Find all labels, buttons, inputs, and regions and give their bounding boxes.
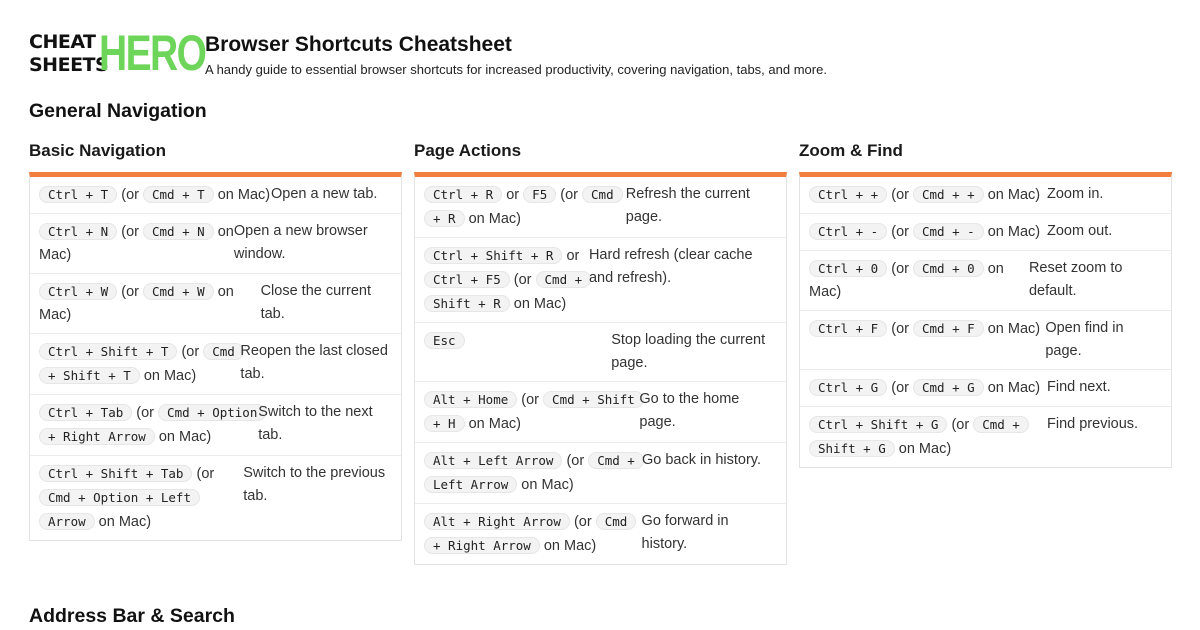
key-note: (or — [132, 405, 159, 421]
key-combo: Cmd + 0 — [913, 260, 984, 277]
table-row — [415, 177, 786, 238]
table-row — [30, 177, 401, 214]
section-title-general-navigation: General Navigation — [29, 100, 207, 122]
key-combo: Cmd + Shift + T — [39, 343, 244, 384]
key-note: (or — [117, 187, 143, 203]
group-basic-navigation — [29, 140, 402, 541]
key-note: (or — [887, 261, 913, 277]
table-row — [30, 456, 401, 540]
key-note: (or — [947, 417, 974, 433]
shortcut-description: Reopen the last closed tab. — [240, 343, 388, 382]
shortcut-keys — [809, 220, 1047, 244]
shortcut-description: Zoom out. — [1047, 223, 1113, 239]
key-combo: Alt + Left Arrow — [424, 452, 562, 469]
key-combo: Ctrl + + — [809, 186, 887, 203]
key-combo: Ctrl + W — [39, 283, 117, 300]
key-note: on Mac) — [39, 224, 234, 263]
shortcut-description: Go to the home page. — [639, 391, 740, 430]
shortcut-keys — [39, 183, 271, 207]
key-combo: Ctrl + R — [424, 186, 502, 203]
key-note: (or — [887, 321, 913, 337]
key-note: on Mac) — [464, 416, 521, 432]
key-combo: Esc — [424, 332, 465, 349]
shortcut-keys — [809, 257, 1029, 304]
key-combo: Cmd + - — [913, 223, 984, 240]
key-combo: Cmd + R — [424, 186, 623, 227]
table-row — [800, 177, 1171, 214]
shortcut-description: Find previous. — [1047, 416, 1139, 432]
table-row — [415, 238, 786, 323]
shortcut-description: Go forward in history. — [641, 513, 729, 552]
key-note: (or — [887, 224, 913, 240]
shortcut-keys — [809, 317, 1045, 363]
page-title: Browser Shortcuts Cheatsheet — [205, 33, 512, 56]
key-note: or — [562, 248, 580, 264]
shortcut-keys — [424, 388, 639, 436]
key-combo: Cmd + + — [913, 186, 984, 203]
group-page-actions — [414, 140, 787, 565]
key-note: (or — [562, 453, 589, 469]
key-combo: Ctrl + T — [39, 186, 117, 203]
key-note: on Mac) — [983, 187, 1041, 203]
key-combo: F5 — [523, 186, 556, 203]
shortcut-table — [29, 172, 402, 541]
shortcut-keys — [39, 340, 240, 388]
shortcut-description: Find next. — [1047, 379, 1111, 395]
group-zoom-find — [799, 140, 1172, 468]
key-combo: Ctrl + F5 — [424, 271, 510, 288]
shortcut-keys — [39, 462, 243, 534]
table-row — [415, 443, 786, 504]
group-title: Basic Navigation — [29, 141, 166, 160]
key-note: on Mac) — [983, 380, 1041, 396]
key-note: on Mac) — [139, 368, 197, 384]
key-note: (or — [556, 187, 583, 203]
key-combo: Ctrl + Shift + Tab — [39, 465, 192, 482]
key-combo: Cmd + Left Arrow — [424, 452, 644, 493]
key-combo: Cmd + Right Arrow — [424, 513, 636, 554]
key-combo: Ctrl + Shift + T — [39, 343, 177, 360]
key-note: on Mac) — [39, 284, 234, 323]
shortcut-table — [799, 172, 1172, 468]
key-combo: Ctrl + Shift + R — [424, 247, 562, 264]
key-note: (or — [509, 272, 536, 288]
key-combo: Cmd + T — [143, 186, 214, 203]
key-combo: Ctrl + Shift + G — [809, 416, 947, 433]
table-row — [415, 382, 786, 443]
key-combo: Cmd + G — [913, 379, 984, 396]
table-row — [800, 407, 1171, 467]
group-title: Page Actions — [414, 141, 522, 160]
shortcut-keys — [39, 401, 258, 449]
shortcut-keys — [809, 183, 1047, 207]
logo-text-hero: HERO — [99, 25, 206, 81]
shortcut-keys — [39, 280, 261, 327]
shortcut-keys — [809, 376, 1047, 400]
key-combo: Ctrl + N — [39, 223, 117, 240]
key-combo: Cmd + Shift + R — [424, 271, 591, 312]
shortcut-description: Zoom in. — [1047, 186, 1104, 202]
shortcut-description: Go back in history. — [642, 452, 762, 468]
shortcut-description: Stop loading the current page. — [611, 332, 766, 371]
site-header — [29, 25, 206, 81]
table-row — [800, 251, 1171, 311]
shortcut-description: Switch to the next tab. — [258, 404, 373, 443]
key-combo: Ctrl + 0 — [809, 260, 887, 277]
key-note: on Mac) — [464, 211, 521, 227]
key-combo: Cmd + N — [143, 223, 214, 240]
key-note: (or — [517, 392, 544, 408]
logo-text-cheat: CHEAT — [29, 31, 96, 53]
cheatsheets-hero-logo[interactable] — [29, 25, 206, 81]
logo-text-sheets: SHEETS — [29, 54, 109, 76]
key-note: on Mac) — [894, 441, 952, 457]
key-combo: Cmd + W — [143, 283, 214, 300]
shortcut-keys — [39, 220, 234, 267]
key-note: on Mac) — [517, 477, 574, 493]
shortcut-keys — [424, 329, 611, 375]
key-note: on Mac) — [539, 538, 597, 554]
table-row — [800, 311, 1171, 370]
key-combo: Cmd + Shift + H — [424, 391, 644, 432]
shortcut-keys — [424, 510, 642, 558]
key-note: or — [502, 187, 524, 203]
key-note: (or — [177, 344, 204, 360]
shortcut-description: Switch to the previous tab. — [243, 465, 386, 504]
key-note: (or — [887, 380, 913, 396]
shortcut-keys — [424, 183, 626, 231]
key-note: on Mac) — [509, 296, 567, 312]
shortcut-table — [414, 172, 787, 565]
title-block — [205, 33, 827, 78]
table-row — [800, 214, 1171, 251]
key-note: on Mac) — [983, 321, 1041, 337]
shortcut-keys — [424, 244, 589, 316]
shortcut-description: Open a new tab. — [271, 186, 378, 202]
table-row — [415, 323, 786, 382]
key-note: (or — [117, 284, 143, 300]
key-note: on Mac) — [983, 224, 1041, 240]
shortcut-description: Open find in page. — [1045, 320, 1124, 359]
key-note: on Mac) — [94, 514, 152, 530]
shortcut-description: Open a new browser window. — [233, 223, 368, 262]
group-title: Zoom & Find — [799, 141, 903, 160]
table-row — [30, 334, 401, 395]
table-row — [30, 214, 401, 274]
key-note: (or — [192, 466, 215, 482]
key-combo: Cmd + Option + Right Arrow — [39, 404, 266, 445]
shortcut-description: Reset zoom to default. — [1028, 260, 1123, 299]
key-note: on Mac) — [809, 261, 1004, 300]
table-row — [30, 274, 401, 334]
key-combo: Ctrl + F — [809, 320, 887, 337]
key-combo: Cmd + Shift + G — [809, 416, 1029, 457]
shortcut-description: Refresh the current page. — [625, 186, 750, 225]
key-note: on Mac) — [154, 429, 212, 445]
key-combo: Alt + Home — [424, 391, 517, 408]
key-note: on Mac) — [213, 187, 271, 203]
key-note: (or — [887, 187, 913, 203]
key-combo: Alt + Right Arrow — [424, 513, 570, 530]
shortcut-keys — [809, 413, 1047, 461]
table-row — [800, 370, 1171, 407]
shortcut-description: Hard refresh (clear cache and refresh). — [588, 247, 753, 286]
shortcut-keys — [424, 449, 642, 497]
shortcut-description: Close the current tab. — [260, 283, 371, 322]
page-subtitle: A handy guide to essential browser shortcuts for increased productivity, covering navigation, tabs, and more. — [205, 62, 827, 77]
key-combo: Cmd + F — [913, 320, 984, 337]
key-note: (or — [117, 224, 143, 240]
table-row — [30, 395, 401, 456]
key-combo: Ctrl + Tab — [39, 404, 132, 421]
section-title-address-bar-search: Address Bar & Search — [29, 605, 235, 627]
key-combo: Ctrl + - — [809, 223, 887, 240]
key-note: (or — [569, 514, 596, 530]
key-combo: Cmd + Option + Left Arrow — [39, 489, 200, 530]
table-row — [415, 504, 786, 564]
key-combo: Ctrl + G — [809, 379, 887, 396]
